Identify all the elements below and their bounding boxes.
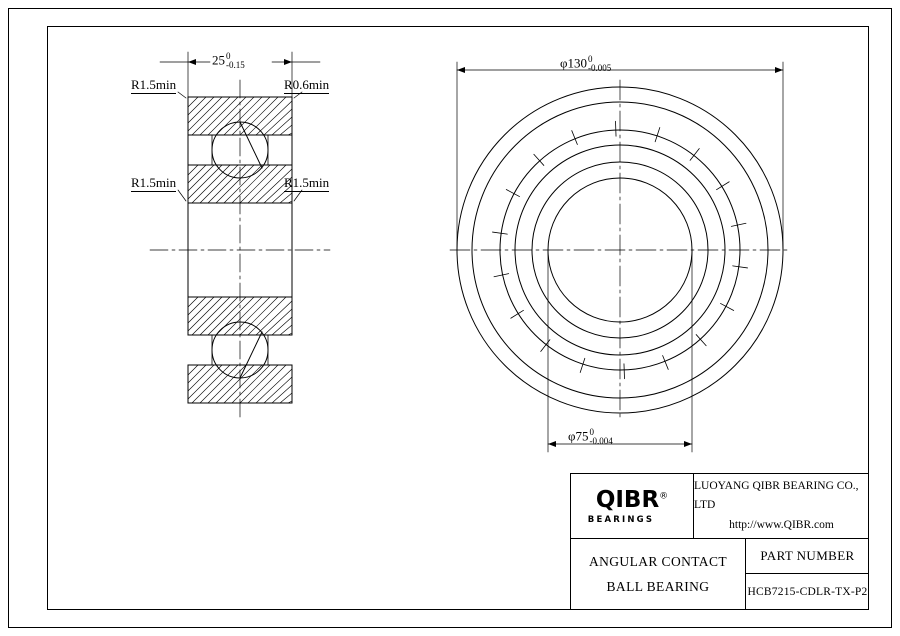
registered-trademark-icon: ® xyxy=(659,491,669,502)
bore-dimension-text: φ75 0 -0.004 xyxy=(568,427,613,447)
width-dimension-text: 25 0 -0.15 xyxy=(212,51,245,71)
title-block-top-row xyxy=(571,474,869,539)
od-dimension-text: φ130 0 -0.005 xyxy=(560,54,612,74)
front-view-centerlines xyxy=(450,80,790,420)
title-block xyxy=(570,473,869,610)
company-info xyxy=(694,474,869,538)
brand-name: QIBR® xyxy=(595,487,669,513)
company-name: LUOYANG QIBR BEARING CO., LTD xyxy=(694,479,859,512)
brand-tagline: BEARINGS xyxy=(587,515,655,525)
company-website: http://www.QIBR.com xyxy=(729,518,834,531)
chamfer-note-mid-left: R1.5min xyxy=(131,175,177,190)
title-block-bottom-row xyxy=(571,539,869,610)
brand-logo xyxy=(571,474,694,538)
part-number-cell xyxy=(746,539,869,610)
chamfer-note-mid-right: R1.5min xyxy=(284,175,330,190)
product-description xyxy=(571,539,746,610)
product-line-2: BALL BEARING xyxy=(606,578,710,594)
product-line-1: ANGULAR CONTACT xyxy=(588,553,728,569)
part-number-label: PART NUMBER xyxy=(746,539,869,574)
part-number-value: HCB7215-CDLR-TX-P2 xyxy=(747,586,868,598)
chamfer-note-top-left: R1.5min xyxy=(131,77,177,92)
bearing-body-left-lines xyxy=(188,135,292,297)
chamfer-note-top-right: R0.6min xyxy=(284,77,330,92)
